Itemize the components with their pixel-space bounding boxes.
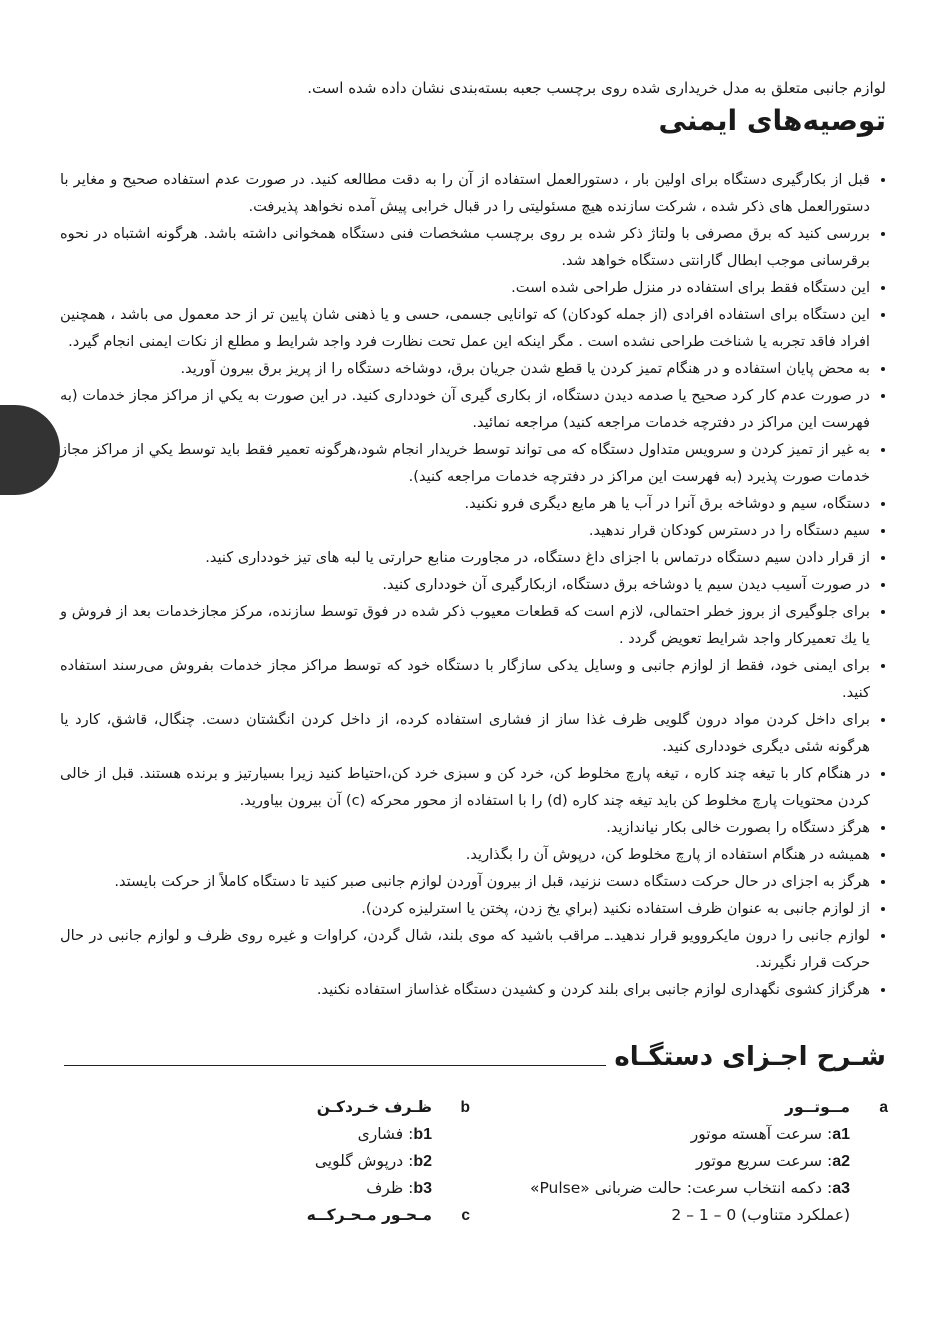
safety-item: • برای ایمنی خود، فقط از لوازم جانبی و وسایل یدکی سازگار با دستگاه خود که توسط مراکز مجاز خدمات بفروش می‌رسند استفاده کنید. [60, 652, 870, 706]
part-desc: : سرعت سریع موتور [695, 1152, 833, 1170]
safety-title: توصیه‌های ایمنی [658, 104, 886, 137]
safety-item: • هرگز دستگاه را بصورت خالی بکار نیاندازید. [60, 814, 870, 841]
safety-item: • برای داخل کردن مواد درون گلویی ظرف غذا ساز از فشاری استفاده کرده، از داخل کردن انگشتان دست. چنگال، قاشق، کارد یا هرگونه شئی دیگری خودداری کنید. [60, 706, 870, 760]
part-sub-b3 [270, 1175, 470, 1202]
part-letter: a [879, 1099, 888, 1116]
safety-item: • به محض پایان استفاده و در هنگام تمیز کردن یا قطع شدن جریان برق، دوشاخه دستگاه را از پریز برق بیرون آورید. [60, 355, 870, 382]
part-code: b3 [413, 1180, 432, 1197]
safety-item: • از لوازم جانبی به عنوان ظرف استفاده نکنید (براي يخ زدن، پختن يا استرليزه كردن). [60, 895, 870, 922]
part-desc: : سرعت آهسته موتور [690, 1125, 833, 1143]
part-code: b1 [413, 1126, 432, 1143]
part-desc: : درپوش گلویی [314, 1152, 414, 1170]
safety-item: • قبل از بكارگيری دستگاه برای اولين بار ، دستورالعمل استفاده از آن را به دقت مطالعه كنيد. در صورت عدم استفاده صحيح و مغاير با دستورالعمل های ذكر شده ، شركت سازنده هيچ مسئوليتی را در قبال خرابی پيش آمده نخواهد پذيرفت. [60, 166, 870, 220]
safety-item: • به غير از تميز كردن و سرويس متداول دستگاه كه می تواند توسط خريدار انجام شود،هرگونه تعمير فقط بايد توسط يكي از مراكز مجاز خدمات صورت پذيرد (به فهرست اين مراكز در دفترچه خدمات مراجعه كنيد). [60, 436, 870, 490]
safety-list [60, 166, 888, 1003]
part-label: مـحـور مـحـرکــه [306, 1206, 432, 1224]
safety-item: • برای جلوگیری از بروز خطر احتمالی، لازم است که قطعات معیوب ذکر شده در فوق توسط سازنده، مرکز مجازخدمات بعد از فروش و يا يك تعميركار واجد شرايط تعويض گردد . [60, 598, 870, 652]
parts-section-header [64, 1032, 886, 1072]
safety-item: • این دستگاه برای استفاده افرادی (از جمله کودکان) که توانایی جسمی، حسی و یا ذهنی شان پایین تر از حد معمول می باشد ، همچنین افراد فاقد تجربه یا شناخت طراحی نشده است . مگر اینکه این عمل تحت نظارت فرد واجد شرایط و مطلع از نکات ایمنی انجام گیرد. [60, 301, 870, 355]
safety-item: • اين دستگاه فقط برای استفاده در منزل طراحی شده است. [60, 274, 870, 301]
part-sub-a3 [528, 1175, 888, 1202]
part-letter: b [460, 1099, 470, 1116]
part-note: (عملکرد متناوب) 0 – 1 – 2 [671, 1206, 850, 1224]
part-sub-a2 [528, 1148, 888, 1175]
safety-item: • بررسی كنيد كه برق مصرفی با ولتاژ ذكر شده بر روی برچسب مشخصات فنی دستگاه همخوانی داشته باشد. هرگونه اشتباه در نحوه برقرسانی موجب ابطال گارانتی دستگاه خواهد شد. [60, 220, 870, 274]
part-code: a1 [832, 1126, 850, 1143]
part-label: ظـرف خـردکـن [316, 1098, 432, 1116]
part-code: b2 [413, 1153, 432, 1170]
parts-title: شـرح اجـزای دستگـاه [614, 1042, 886, 1072]
safety-item: • هرگزاز کشوی نگهداری لوازم جانبی برای بلند کردن و کشیدن دستگاه غذاساز استفاده نکنید. [60, 976, 870, 1003]
part-code: a2 [832, 1153, 850, 1170]
safety-item: • لوازم جانبی را درون مایکروویو قرار ندهید.ـ مراقب باشید که موی بلند، شال گردن، کراوات و غیره روی ظرف و لوازم جانبی در حال حرکت قرار نگیرند. [60, 922, 870, 976]
safety-item: • دستگاه، سیم و دوشاخه برق آنرا در آب یا هر مایع دیگری فرو نکنید. [60, 490, 870, 517]
intro-text: لوازم جانبی متعلق به مدل خریداری شده روی برچسب جعبه بسته‌بندی نشان داده شده است. [307, 79, 886, 97]
safety-item: • همیشه در هنگام استفاده از پارچ مخلوط کن، درپوش آن را بگذارید. [60, 841, 870, 868]
safety-item: • در صورت آسیب دیدن سیم یا دوشاخه برق دستگاه، ازبکارگیری آن خودداری کنید. [60, 571, 870, 598]
part-sub-b1 [270, 1121, 470, 1148]
parts-column-motor [528, 1094, 888, 1229]
part-sub-a1 [528, 1121, 888, 1148]
part-label: مــوتــور [785, 1098, 850, 1116]
safety-item: • در هنگام کار با تیغه چند کاره ، تیغه پارچ مخلوط کن، خرد کن و سبزی خرد کن،احتیاط کنید زیرا بسیارتیز و برنده هستند. قبل از خالی کردن محتویات پارچ مخلوط کن باید تیغه چند کاره (d) را با استفاده از محور محرکه (c) آن بیرون بیاورید. [60, 760, 870, 814]
part-desc: : دکمه انتخاب سرعت: حالت ضربانی «Pulse» [529, 1179, 833, 1197]
safety-item: • سیم دستگاه را در دسترس کودکان قرار ندهید. [60, 517, 870, 544]
part-desc: : فشاری [357, 1125, 414, 1143]
safety-item: • از قرار دادن سیم دستگاه درتماس با اجزای داغ دستگاه، در مجاورت منابع حرارتی یا لبه های تیز خودداری کنید. [60, 544, 870, 571]
safety-item: • هرگز به اجزای در حال حرکت دستگاه دست نزنید، قبل از بیرون آوردن لوازم جانبی صبر کنید تا دستگاه کاملاً از حرکت بایستد. [60, 868, 870, 895]
part-sub-b2 [270, 1148, 470, 1175]
part-letter: c [461, 1207, 470, 1224]
safety-item: • در صورت عدم كار كرد صحيح يا صدمه ديدن دستگاه، از بكاری گيری آن خودداری كنيد. در اين صورت به يكي از مراكز مجاز خدمات (به فهرست اين مراكز در دفترچه خدمات مراجعه كنيد) مراجعه نمائيد. [60, 382, 870, 436]
part-heading-a [528, 1094, 888, 1121]
part-heading-b [270, 1094, 470, 1121]
part-desc: : ظرف [366, 1179, 414, 1197]
section-rule [64, 1065, 606, 1066]
parts-column-bowl [270, 1094, 470, 1229]
part-heading-c [270, 1202, 470, 1229]
section-tab-marker [0, 405, 60, 495]
part-code: a3 [832, 1180, 850, 1197]
